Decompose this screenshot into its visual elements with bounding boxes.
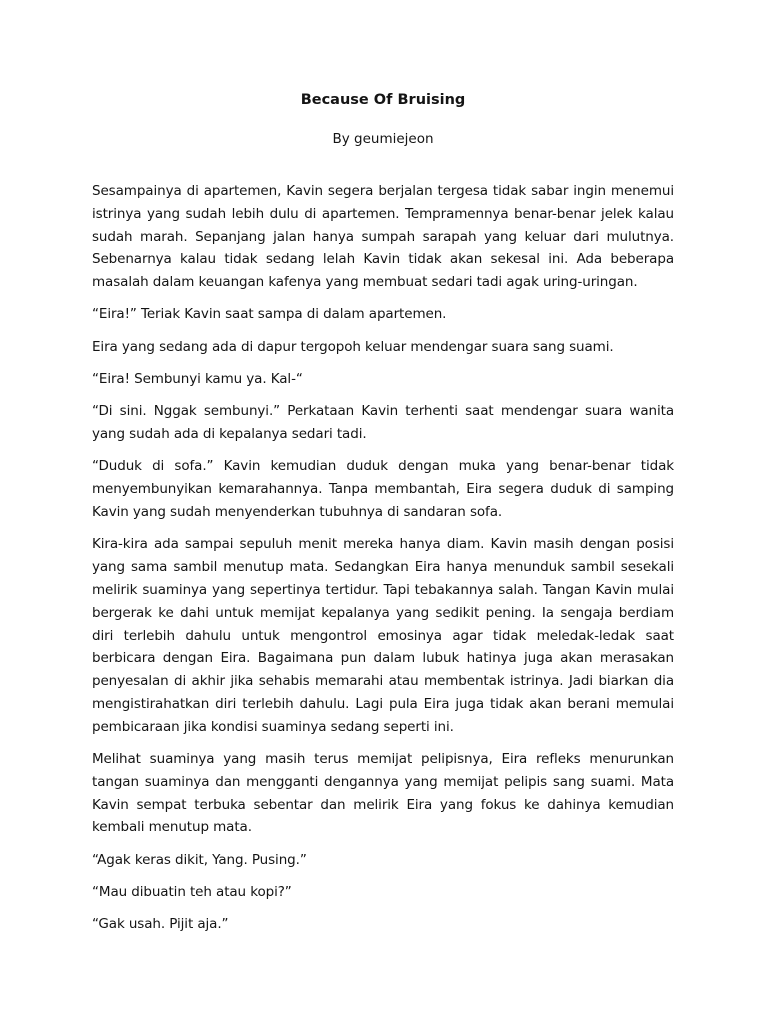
document-body <box>92 180 674 946</box>
paragraph-8: Melihat suaminya yang masih terus memijat pelipisnya, Eira refleks menurunkan tangan suaminya dan mengganti dengannya yang memijat pelipis sang suami. Mata Kavin sempat terbuka sebentar dan melirik Eira yang fokus ke dahinya kemudian kembali menutup mata. <box>92 751 674 836</box>
paragraph-10: “Mau dibuatin teh atau kopi?” <box>92 884 292 901</box>
paragraph-5: “Di sini. Nggak sembunyi.” Perkataan Kavin terhenti saat mendengar suara wanita yang sudah ada di kepalanya sedari tadi. <box>92 403 674 443</box>
paragraph-2: “Eira!” Teriak Kavin saat sampa di dalam apartemen. <box>92 306 447 323</box>
paragraph-3: Eira yang sedang ada di dapur tergopoh keluar mendengar suara sang suami. <box>92 338 614 355</box>
paragraph-9: “Agak keras dikit, Yang. Pusing.” <box>92 851 307 868</box>
document-title: Because Of Bruising <box>300 92 466 108</box>
paragraph-4: “Eira! Sembunyi kamu ya. Kal-“ <box>92 371 303 388</box>
document-author: By geumiejeon <box>332 131 434 147</box>
paragraph-11: “Gak usah. Pijit aja.” <box>92 916 229 933</box>
paragraph-6: “Duduk di sofa.” Kavin kemudian duduk dengan muka yang benar-benar tidak menyembunyikan kemarahannya. Tanpa membantah, Eira segera duduk di samping Kavin yang sudah menyenderkan tubuhnya di sandaran sofa. <box>92 458 674 521</box>
paragraph-1: Sesampainya di apartemen, Kavin segera berjalan tergesa tidak sabar ingin menemui istrinya yang sudah lebih dulu di apartemen. Tempramennya benar-benar jelek kalau sudah marah. Sepanjang jalan hanya sumpah sarapah yang keluar dari mulutnya. Sebenarnya kalau tidak sedang lelah Kavin tidak akan sekesal ini. Ada beberapa masalah dalam keuangan kafenya yang membuat sedari tadi agak uring-uringan. <box>92 183 674 291</box>
paragraph-7: Kira-kira ada sampai sepuluh menit mereka hanya diam. Kavin masih dengan posisi yang sama sambil menutup mata. Sedangkan Eira hanya menunduk sambil sesekali melirik suaminya yang sepertinya tertidur. Tapi tebakannya salah. Tangan Kavin mulai bergerak ke dahi untuk memijat kepalanya yang sedikit pening. Ia sengaja berdiam diri terlebih dahulu untuk mengontrol emosinya agar tidak meledak-ledak saat berbicara dengan Eira. Bagaimana pun dalam lubuk hatinya juga akan merasakan penyesalan di akhir jika sehabis memarahi atau membentak istrinya. Jadi biarkan dia mengistirahatkan diri terlebih dahulu. Lagi pula Eira juga tidak akan berani memulai pembicaraan jika kondisi suaminya sedang seperti ini. <box>92 536 674 735</box>
